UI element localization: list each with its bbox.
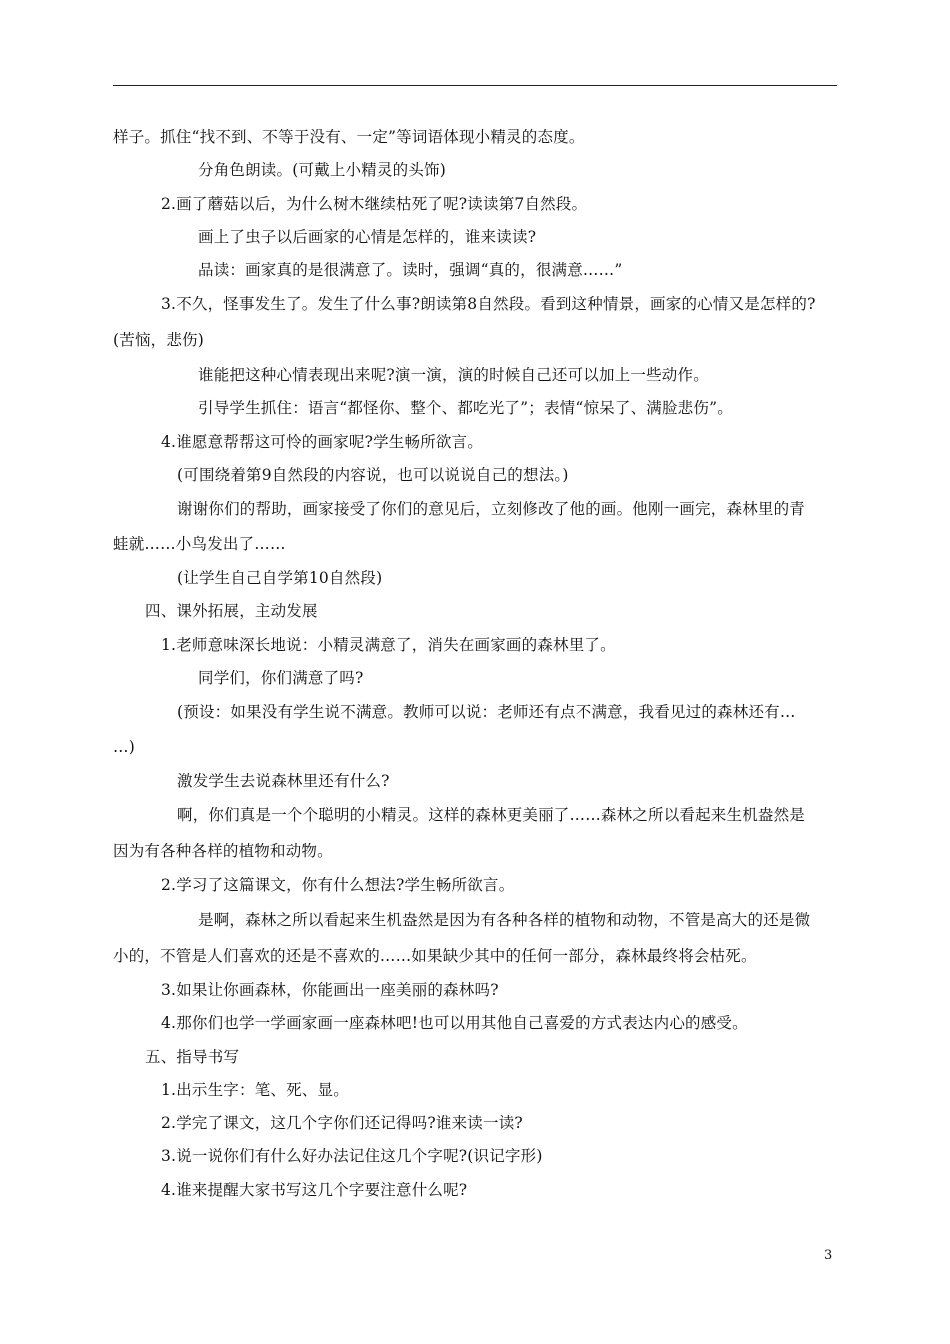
text-line: 3.说一说你们有什么好办法记住这几个字呢?(识记字形) xyxy=(161,1147,543,1165)
text-line: 3.不久，怪事发生了。发生了什么事?朗读第8自然段。看到这种情景，画家的心情又是怎样的? xyxy=(161,295,816,313)
text-line: 画上了虫子以后画家的心情是怎样的，谁来读读? xyxy=(198,228,537,246)
text-line: 小的，不管是人们喜欢的还是不喜欢的……如果缺少其中的任何一部分，森林最终将会枯死。 xyxy=(113,947,757,965)
text-line: 2.学习了这篇课文，你有什么想法?学生畅所欲言。 xyxy=(161,876,515,894)
text-line: 3.如果让你画森林，你能画出一座美丽的森林吗? xyxy=(161,981,499,999)
header-rule xyxy=(113,85,837,86)
text-line: 2.学完了课文，这几个字你们还记得吗?谁来读一读? xyxy=(161,1114,523,1132)
text-line: 分角色朗读。(可戴上小精灵的头饰) xyxy=(198,161,446,179)
text-line: 啊，你们真是一个个聪明的小精灵。这样的森林更美丽了……森林之所以看起来生机盎然是 xyxy=(177,806,806,824)
text-line: 激发学生去说森林里还有什么? xyxy=(177,772,390,790)
section-heading: 四、课外拓展，主动发展 xyxy=(145,602,318,620)
text-line: 2.画了蘑菇以后，为什么树木继续枯死了呢?读读第7自然段。 xyxy=(161,195,588,213)
text-line: 同学们，你们满意了吗? xyxy=(198,669,364,687)
page-number: 3 xyxy=(824,1248,833,1263)
text-line: 是啊，森林之所以看起来生机盎然是因为有各种各样的植物和动物，不管是高大的还是微 xyxy=(198,911,811,929)
text-line: …) xyxy=(113,738,135,756)
text-line: 品读：画家真的是很满意了。读时，强调“真的，很满意……” xyxy=(198,261,623,279)
text-line: 样子。抓住“找不到、不等于没有、一定”等词语体现小精灵的态度。 xyxy=(113,128,585,146)
text-line: 因为有各种各样的植物和动物。 xyxy=(113,842,333,860)
text-line: 引导学生抓住：语言“都怪你、整个、都吃光了”；表情“惊呆了、满脸悲伤”。 xyxy=(198,399,733,417)
text-line: 4.谁来提醒大家书写这几个字要注意什么呢? xyxy=(161,1181,468,1199)
text-line: 4.那你们也学一学画家画一座森林吧!也可以用其他自己喜爱的方式表达内心的感受。 xyxy=(161,1014,748,1032)
text-line: 1.老师意味深长地说：小精灵满意了，消失在画家画的森林里了。 xyxy=(161,636,616,654)
text-line: (预设：如果没有学生说不满意。教师可以说：老师还有点不满意，我看见过的森林还有… xyxy=(177,703,796,721)
text-line: 谢谢你们的帮助，画家接受了你们的意见后，立刻修改了他的画。他刚一画完，森林里的青 xyxy=(177,500,806,518)
text-line: 4.谁愿意帮帮这可怜的画家呢?学生畅所欲言。 xyxy=(161,433,483,451)
text-line: (苦恼，悲伤) xyxy=(113,331,204,349)
section-heading: 五、指导书写 xyxy=(145,1048,240,1066)
text-line: 1.出示生字：笔、死、显。 xyxy=(161,1081,349,1099)
text-line: (可围绕着第9自然段的内容说，也可以说说自己的想法。) xyxy=(177,466,569,484)
text-line: (让学生自己自学第10自然段) xyxy=(177,569,383,587)
text-line: 谁能把这种心情表现出来呢?演一演，演的时候自己还可以加上一些动作。 xyxy=(198,366,709,384)
text-line: 蛙就……小鸟发出了…… xyxy=(113,535,286,553)
